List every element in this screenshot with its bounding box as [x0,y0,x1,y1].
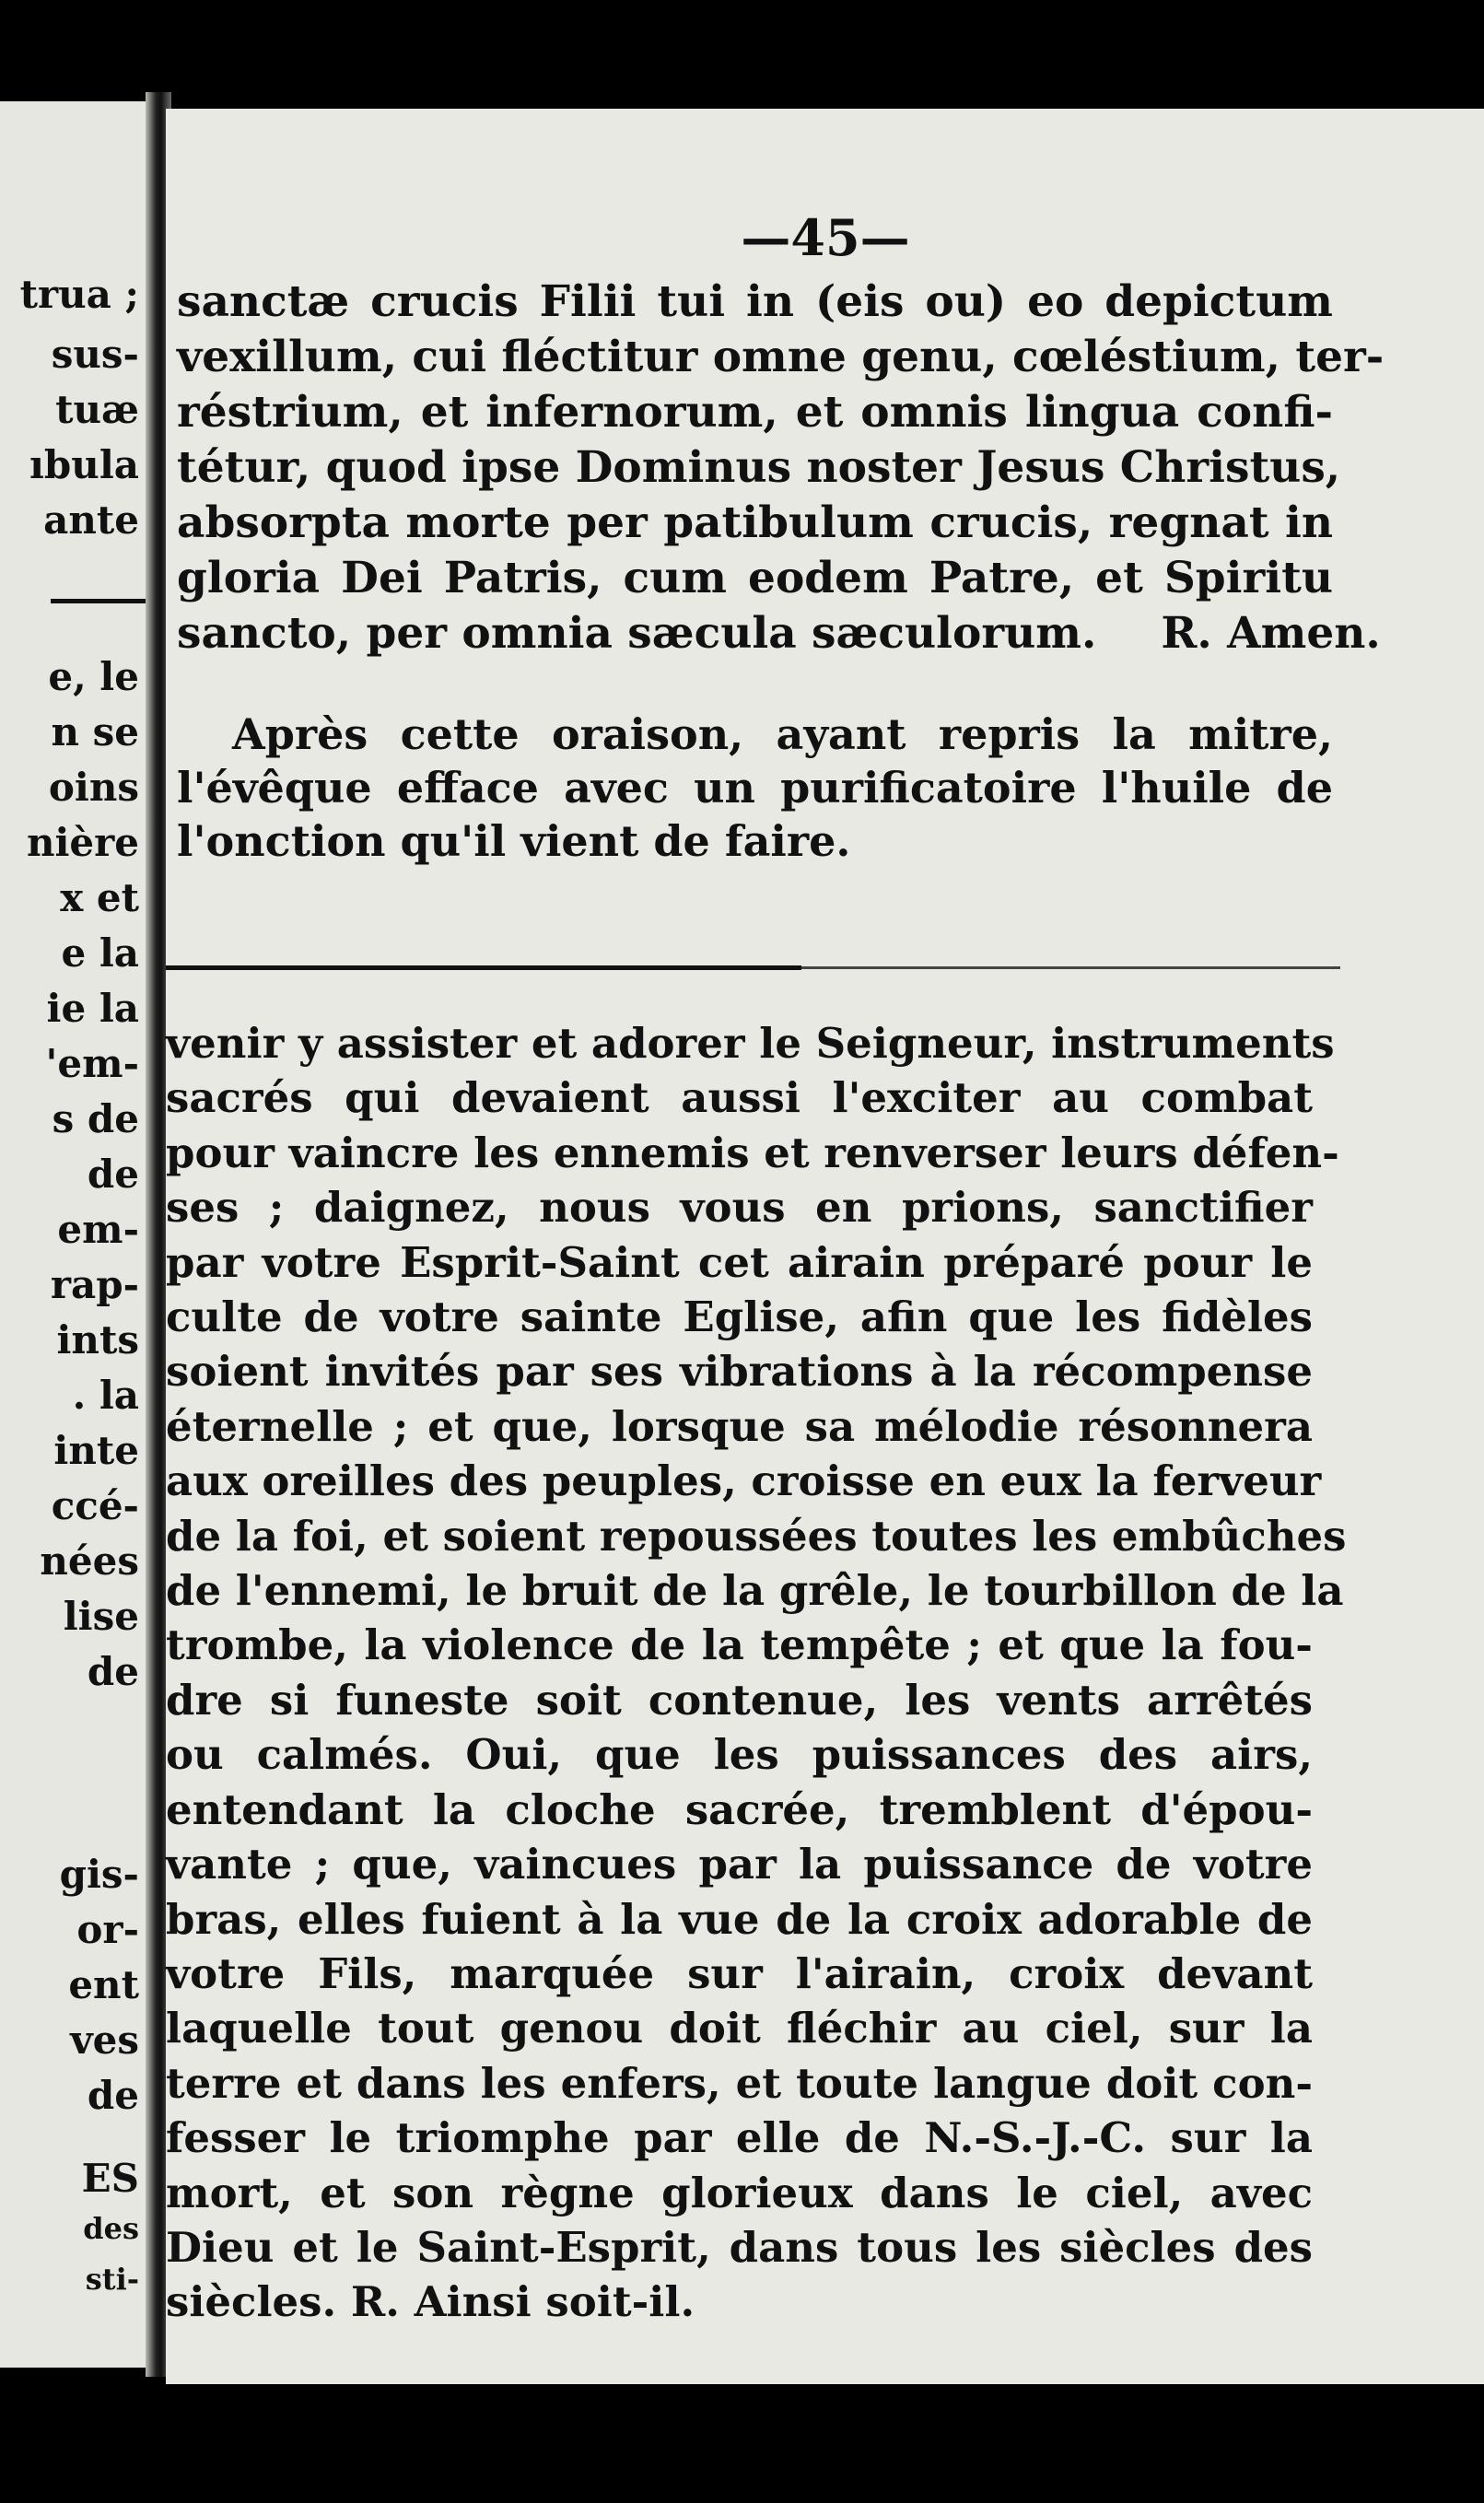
french-line: de l'ennemi, le bruit de la grêle, le tourbillon de la [166,1566,1344,1616]
french-line: fesser le triomphe par elle de N.-S.-J.-C. sur la [166,2113,1313,2163]
adjacent-page-text: sus- [51,332,139,377]
rubric-line: Après cette oraison, ayant repris la mitre, [232,709,1333,759]
adjacent-page-text: ent [68,1962,139,2007]
adjacent-page-text: or- [76,1907,139,1952]
rubric-paragraph [177,708,1333,868]
adjacent-page-rule [51,599,152,603]
latin-line: absorpta morte per patibulum crucis, regnat in [177,497,1333,548]
french-line: de la foi, et soient repoussées toutes les embûches [166,1511,1347,1561]
adjacent-page-text: ves [70,2018,139,2063]
adjacent-page-text: x et [60,875,139,920]
latin-line: vexillum, cui fléctitur omne genu, cœléstium, ter- [177,332,1385,382]
adjacent-page-text: ie la [46,986,139,1031]
rubric-line: l'évêque efface avec un purificatoire l'huile de [177,763,1333,813]
french-line: culte de votre sainte Eglise, afin que les fidèles [166,1292,1313,1342]
adjacent-page-text: 'em- [45,1041,139,1086]
french-line: ou calmés. Oui, que les puissances des airs, [166,1730,1313,1780]
adjacent-page-text: oins [48,765,139,810]
latin-prayer [177,275,1385,661]
french-last-line: siècles. R. Ainsi soit-il. [166,2277,695,2327]
adjacent-page-text: tuæ [55,387,139,432]
adjacent-page-text: de [87,1649,139,1694]
adjacent-page-text: ES [81,2156,139,2201]
adjacent-page-text: ccé- [51,1483,139,1528]
french-line: mort, et son règne glorieux dans le ciel, avec [166,2168,1313,2217]
adjacent-page-text: inte [53,1428,139,1473]
french-line: Dieu et le Saint-Esprit, dans tous les siècles des [166,2222,1313,2272]
french-line: votre Fils, marquée sur l'airain, croix devant [166,1948,1313,1998]
french-line: soient invités par ses vibrations à la récompense [166,1347,1313,1397]
adjacent-page-text: des [83,2211,139,2246]
french-line: terre et dans les enfers, et toute langue doit con- [166,2058,1313,2108]
adjacent-page-text: sti- [85,2262,139,2297]
french-line: venir y assister et adorer le Seigneur, instruments [166,1019,1335,1068]
adjacent-page-text: s de [52,1096,139,1141]
rubric-line: l'onction qu'il vient de faire. [177,816,851,866]
book-page [166,109,1484,2384]
adjacent-page-text: ante [43,497,139,543]
french-line: bras, elles fuient à la vue de la croix adorable de [166,1894,1313,1944]
latin-last-text: sancto, per omnia sæcula sæculorum. [177,608,1097,659]
french-translation [166,1016,1347,2330]
french-line: dre si funeste soit contenue, les vents arrêtés [166,1675,1313,1725]
adjacent-page-text: lise [63,1594,139,1639]
adjacent-page-text: e la [61,930,139,976]
french-line: trombe, la violence de la tempête ; et que la fou- [166,1620,1313,1670]
adjacent-page-text: n se [51,709,139,754]
adjacent-page-text: rap- [50,1262,139,1307]
page-number: —45— [741,208,910,267]
french-line: entendant la cloche sacrée, tremblent d'épou- [166,1784,1313,1834]
footnote-divider [166,965,801,970]
adjacent-page-text: de [87,1152,139,1197]
french-line: sacrés qui devaient aussi l'exciter au combat [166,1073,1313,1123]
latin-line: sanctæ crucis Filii tui in (eis ou) eo depictum [177,276,1333,327]
latin-line: gloria Dei Patris, cum eodem Patre, et Spiritu [177,553,1333,603]
adjacent-page-text: e, le [48,654,139,699]
french-line: laquelle tout genou doit fléchir au ciel, sur la [166,2004,1313,2053]
adjacent-page-text: em- [57,1207,139,1252]
french-line: vante ; que, vaincues par la puissance de votre [166,1840,1313,1889]
adjacent-page-fragment [0,101,152,2368]
french-line: par votre Esprit-Saint cet airain préparé pour le [166,1237,1313,1287]
adjacent-page-text: ıbula [29,442,139,487]
latin-line: tétur, quod ipse Dominus noster Jesus Christus, [177,442,1341,493]
french-line: aux oreilles des peuples, croisse en eux la ferveur [166,1456,1322,1506]
footnote-divider-thin [801,966,1340,969]
adjacent-page-text: gis- [59,1852,139,1897]
adjacent-page-text: trua ; [19,272,139,317]
french-line: ses ; daignez, nous vous en prions, sanctifier [166,1183,1313,1233]
adjacent-page-text: de [87,2073,139,2118]
adjacent-page-text: nière [26,820,139,865]
french-line: éternelle ; et que, lorsque sa mélodie résonnera [166,1401,1313,1451]
adjacent-page-text: ints [56,1317,139,1363]
adjacent-page-text: nées [40,1538,139,1584]
latin-last-line [177,606,1381,661]
latin-response: R. Amen. [1161,608,1381,659]
french-line: pour vaincre les ennemis et renverser leurs défen- [166,1128,1339,1177]
latin-line: réstrium, et infernorum, et omnis lingua confi- [177,387,1333,438]
adjacent-page-text: . la [72,1373,139,1418]
